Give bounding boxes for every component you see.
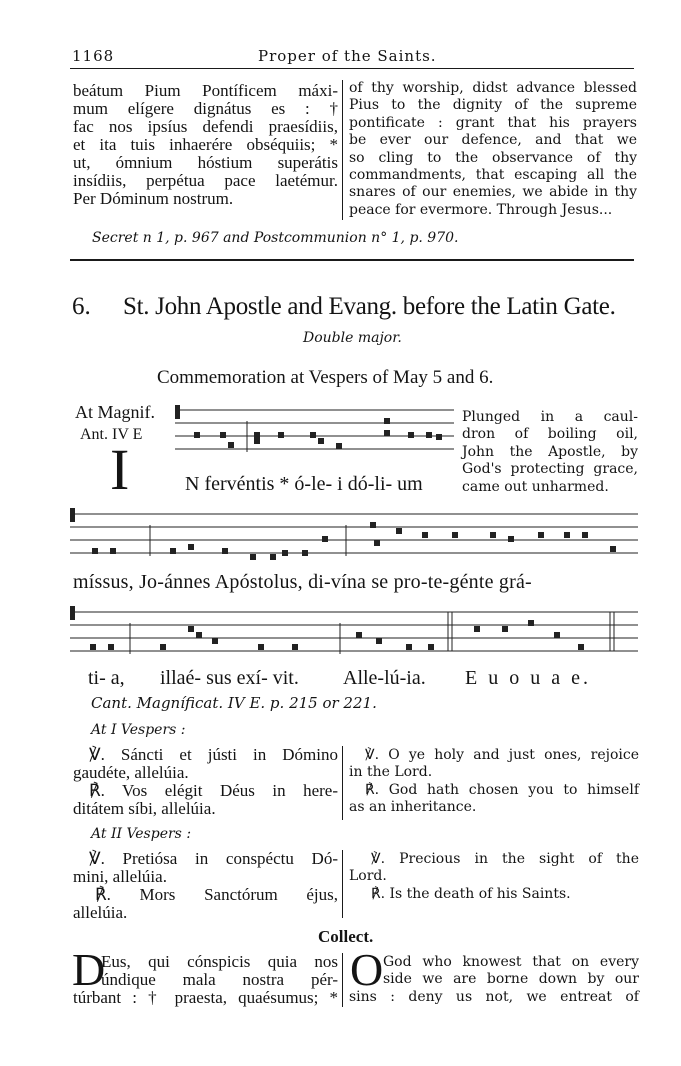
running-title: Proper of the Saints. [258,47,437,65]
antiphon-translation [462,409,638,496]
translation-line: John the Apostle, by [462,443,638,460]
translation-line: God's protecting grace, [462,461,638,478]
collect-english-line: God who knowest that on every [383,954,639,970]
versicle-english: Lord. [349,868,387,885]
second-vespers-english [349,851,639,903]
english-line: be ever our defence, and that we [349,132,637,149]
response-latin: ℟. Mors Sanctórum éjus, [95,885,338,904]
translation-line: Plunged in a caul- [462,409,638,425]
english-line: of thy worship, didst advance blessed [349,80,637,96]
feast-title: St. John Apostle and Evang. before the Latin Gate. [123,293,616,320]
latin-line: et ita tuis inhaerére obséquiis; * [73,135,338,154]
versicle-latin: gaudéte, allelúia. [73,763,189,782]
clef-icon [70,508,75,522]
versicle-latin: ℣. Sáncti et jústi in Dómino [89,745,338,764]
antiphon-lyrics-3a: ti- a, [88,667,125,689]
translation-line: came out unharmed. [462,478,609,495]
latin-line: insídiis, perpétua pace laetémur. [73,171,338,190]
versicle-english: in the Lord. [349,764,433,781]
collect-latin-line: Eus, qui cónspicis quia nos [101,952,338,971]
translation-line: dron of boiling oil, [462,426,638,443]
chant-staff-2 [70,506,638,566]
chant-staff-1 [170,402,454,462]
collect-heading: Collect. [318,927,374,946]
second-vespers-latin [73,850,338,922]
antiphon-mode: Ant. IV E [80,426,143,443]
collect-english-initial: O [350,944,384,995]
feast-number: 6. [72,293,91,320]
chant-staff-3 [70,604,638,664]
column-divider [342,953,343,1007]
page-number: 1168 [72,47,115,65]
euouae: E u o u a e. [465,667,591,689]
english-line: peace for evermore. Through Jesus... [349,201,613,218]
antiphon-initial: I [110,437,130,502]
column-divider [342,850,343,918]
collect-english-line: side we are borne down by our [383,971,639,988]
latin-line: mum elígere dignátus es : † [73,99,338,118]
english-line: so cling to the observance of thy [349,149,637,166]
latin-line: beátum Pium Pontíficem máxi- [73,81,338,100]
response-latin: ditátem síbi, allelúia. [73,799,216,818]
versicle-latin: mini, allelúia. [73,867,167,886]
versicle-latin: ℣. Pretiósa in conspéctu Dó- [89,849,338,868]
prayer-latin [73,82,338,208]
english-line: Pius to the dignity of the supreme [349,97,637,114]
first-vespers-english [349,747,639,817]
clef-icon [175,405,180,419]
latin-line: Per Dóminum nostrum. [73,189,234,208]
canticle-ref: Cant. Magníficat. IV E. p. 215 or 221. [91,694,377,712]
versicle-english: ℣. O ye holy and just ones, rejoice [365,747,639,763]
response-latin: allelúia. [73,903,128,922]
antiphon-lyrics-3b: illaé- sus exí- vit. [160,667,299,689]
antiphon-lyrics-1: N fervéntis * ó-le- i dó-li- um [185,473,423,495]
column-divider [342,80,343,220]
first-vespers-heading: At I Vespers : [91,722,186,738]
response-latin: ℟. Vos elégit Déus in here- [89,781,338,800]
collect-latin-line: túrbant : † praesta, quaésumus; * [73,988,338,1007]
collect-latin-line: úndique mala nostra pér- [101,970,338,989]
antiphon-lyrics-2: míssus, Jo-ánnes Apóstolus, di-vína se pro-te-génte grá- [73,571,532,593]
collect-english [349,954,639,1006]
collect-latin [73,953,338,1007]
latin-line: fac nos ipsíus defendi praesídiis, [73,117,338,136]
second-vespers-heading: At II Vespers : [91,826,192,842]
secret-note: Secret n 1, p. 967 and Postcommunion n° 1, p. 970. [92,230,459,246]
response-english: ℟. Is the death of his Saints. [371,885,571,902]
column-divider [342,746,343,820]
english-line: snares of our enemies, we abide in thy [349,184,637,201]
english-line: pontificate : grant that his prayers [349,114,637,131]
section-rule [70,259,634,261]
first-vespers-latin [73,746,338,818]
clef-icon [70,606,75,620]
response-english: ℟. God hath chosen you to himself [365,781,639,798]
commemoration: Commemoration at Vespers of May 5 and 6. [157,367,494,388]
header-rule [70,68,634,69]
feast-rank: Double major. [303,330,402,346]
collect-english-line: sins : deny us not, we entreat of [349,988,639,1005]
antiphon-lyrics-3c: Alle-lú-ia. [343,667,426,689]
collect-latin-initial: D [72,944,106,995]
versicle-english: ℣. Precious in the sight of the [371,851,639,867]
response-english: as an inheritance. [349,799,477,816]
english-line: commandments, that escaping all the [349,167,637,184]
latin-line: ut, ómnium hóstium superátis [73,153,338,172]
prayer-english [349,80,637,219]
antiphon-label: At Magnif. [75,402,155,422]
